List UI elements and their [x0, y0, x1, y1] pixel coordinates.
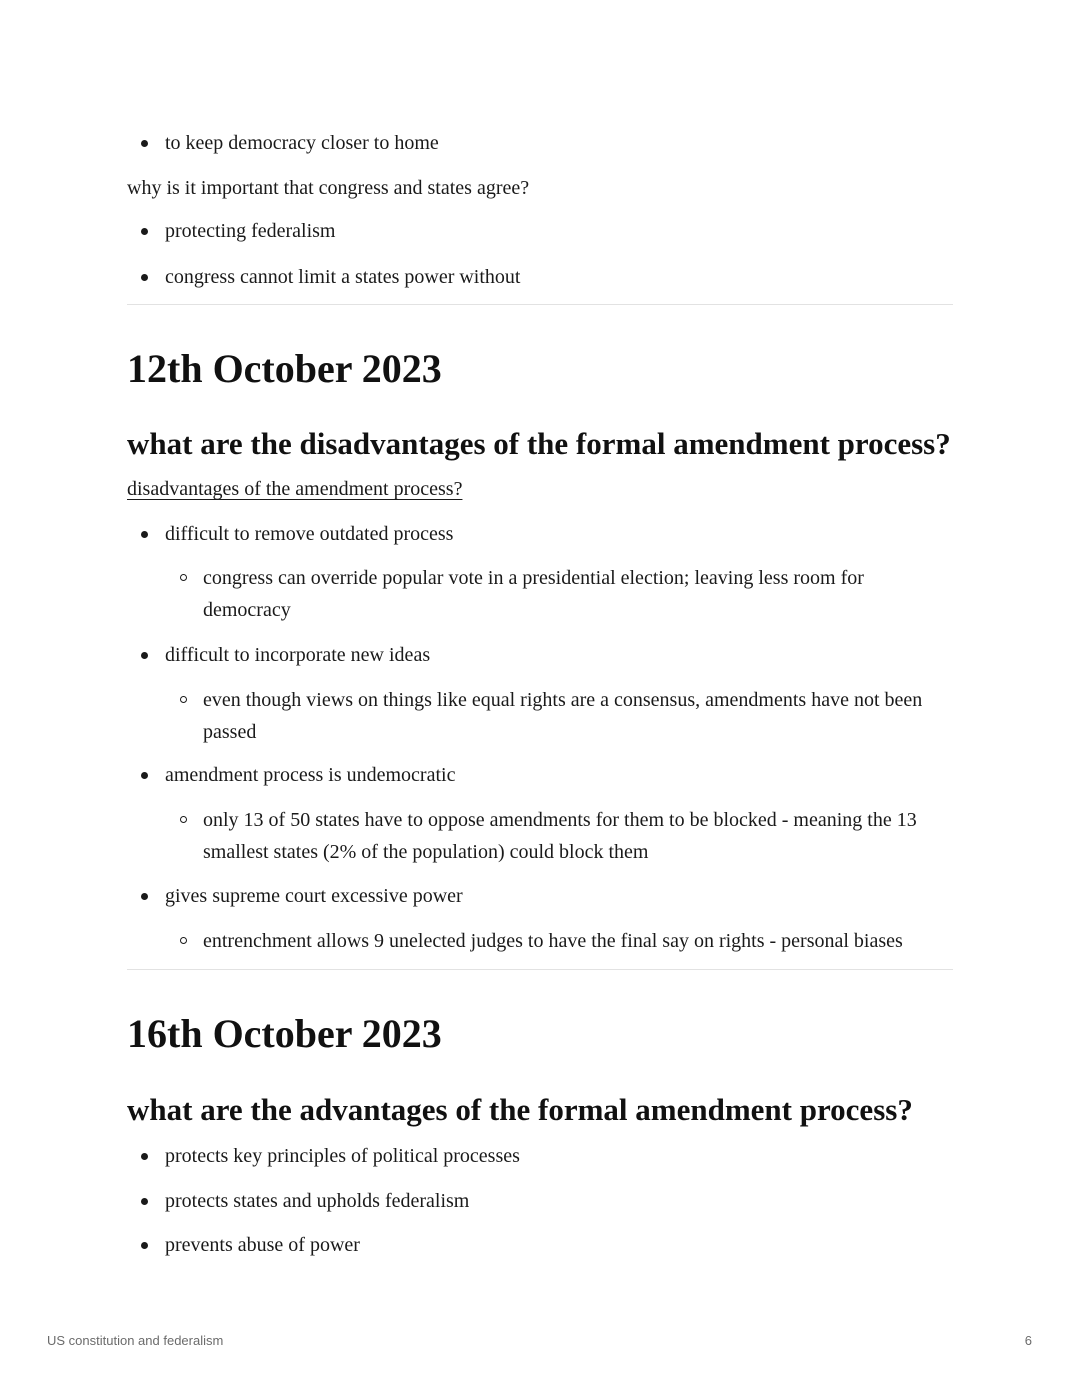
bullet-list [127, 759, 455, 791]
bullet-list [127, 127, 439, 159]
list-item: difficult to incorporate new ideas [127, 639, 430, 671]
list-item: to keep democracy closer to home [127, 127, 439, 159]
sub-bullet-list [165, 925, 965, 957]
list-item: protects states and upholds federalism [127, 1185, 469, 1217]
sub-bullet-list [165, 562, 925, 626]
list-item: gives supreme court excessive power [127, 880, 463, 912]
footer-document-title: US constitution and federalism [47, 1333, 224, 1348]
list-item: congress cannot limit a states power without [127, 261, 520, 293]
bullet-list [127, 880, 463, 912]
bullet-list [127, 215, 336, 247]
bullet-list [127, 518, 953, 550]
footer-page-number: 6 [1024, 1333, 1032, 1348]
bullet-list [127, 1140, 520, 1172]
section-divider [127, 969, 953, 970]
sub-list-item: even though views on things like equal rights are a consensus, amendments have not been passed [165, 684, 925, 748]
section-divider [127, 304, 953, 305]
section-date: 12th October 2023 [127, 346, 442, 391]
subheading-text: disadvantages of the amendment process? [127, 478, 463, 500]
bullet-list [127, 639, 430, 671]
bullet-list [127, 1185, 469, 1217]
question-text: why is it important that congress and states agree? [127, 177, 530, 199]
sub-list-item: entrenchment allows 9 unelected judges to have the final say on rights - personal biases [165, 925, 965, 957]
list-item: protects key principles of political processes [127, 1140, 520, 1172]
list-item: difficult to remove outdated process [127, 518, 953, 550]
section-date: 16th October 2023 [127, 1011, 442, 1056]
section-heading: what are the disadvantages of the formal amendment process? [127, 426, 951, 461]
sub-list-item: only 13 of 50 states have to oppose amendments for them to be blocked - meaning the 13 smallest states (2% of the population) could block them [165, 804, 940, 868]
list-item: amendment process is undemocratic [127, 759, 455, 791]
sub-list-item: congress can override popular vote in a presidential election; leaving less room for democracy [165, 562, 925, 626]
list-item: protecting federalism [127, 215, 336, 247]
bullet-list [127, 261, 520, 293]
list-item: prevents abuse of power [127, 1229, 360, 1261]
section-heading: what are the advantages of the formal amendment process? [127, 1092, 913, 1127]
sub-bullet-list [165, 684, 925, 748]
subheading [127, 473, 462, 505]
bullet-list [127, 1229, 360, 1261]
sub-bullet-list [165, 804, 940, 868]
